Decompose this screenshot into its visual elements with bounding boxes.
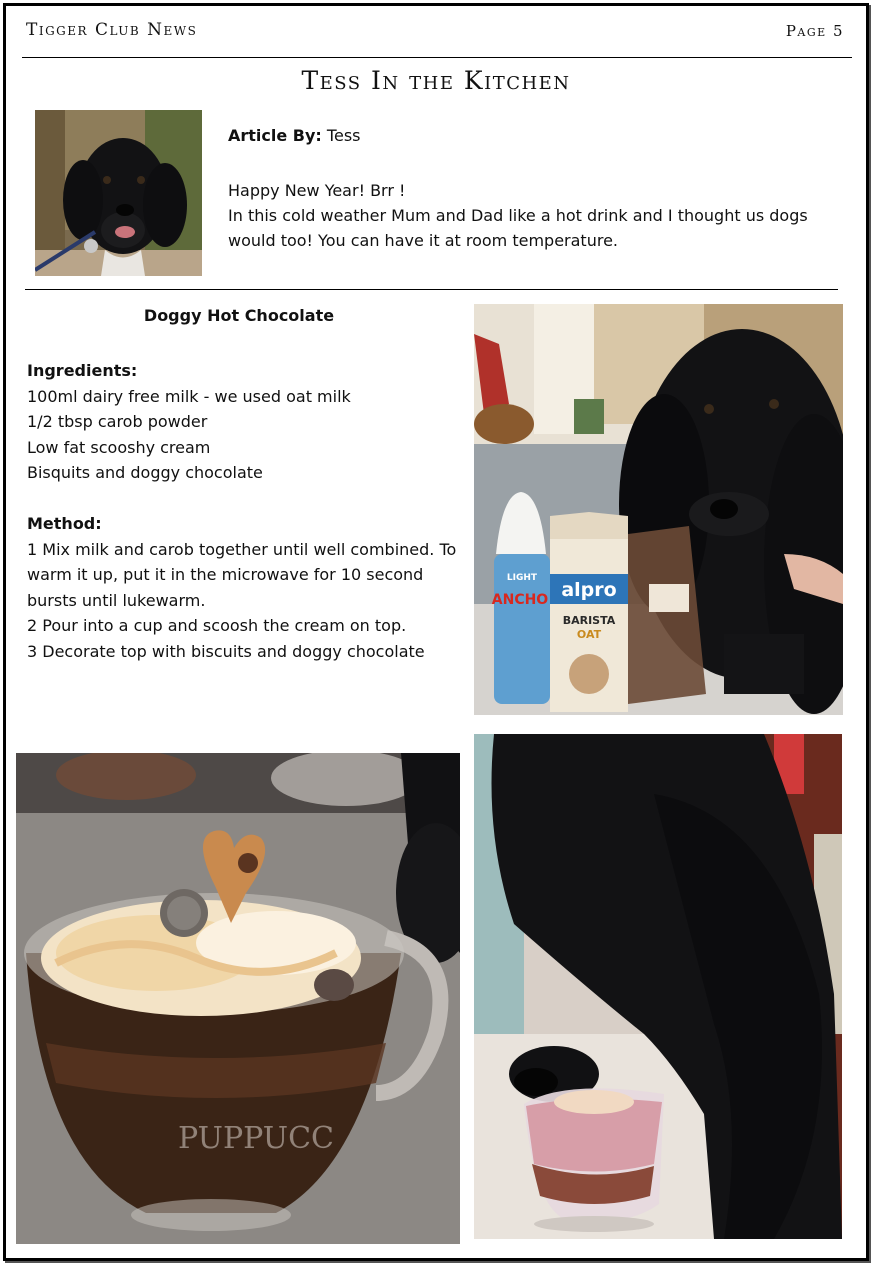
method-step: 1 Mix milk and carob together until well combined. To warm it up, put it in the microwave for 10 second bursts until lukewarm. [27, 539, 457, 610]
byline [228, 126, 361, 145]
ingredient-item: Bisquits and doggy chocolate [27, 463, 263, 482]
page-number: Page 5 [785, 22, 844, 40]
ingredients-heading: Ingredients: [27, 361, 138, 380]
intro-text [228, 178, 828, 253]
carton-brand-text: alpro [561, 579, 617, 601]
method-step: 3 Decorate top with biscuits and doggy chocolate [27, 641, 425, 661]
ingredient-item: 100ml dairy free milk - we used oat milk [27, 386, 351, 406]
article-title: Tess In the Kitchen [301, 66, 571, 95]
newsletter-name: Tigger Club News [26, 20, 198, 40]
ingredient-item: 1/2 tbsp carob powder [27, 412, 208, 431]
byline-author: Tess [326, 126, 361, 145]
ingredients-photo [474, 304, 843, 715]
recipe-title: Doggy Hot Chocolate [143, 306, 335, 325]
section-divider [25, 289, 838, 290]
cup-text: PUPPUCC [178, 1121, 334, 1156]
author-photo [35, 110, 202, 276]
dog-drinking-photo [474, 734, 842, 1239]
recipe-body [27, 358, 457, 664]
intro-line: In this cold weather Mum and Dad like a hot drink and I thought us dogs would too! You can have it at room temperature. [228, 206, 808, 250]
method-step: 2 Pour into a cup and scoosh the cream on top. [27, 616, 407, 635]
method-heading: Method: [27, 514, 102, 533]
can-brand-text: ANCHO [491, 592, 549, 608]
header-divider [22, 57, 852, 58]
byline-label: Article By: [228, 126, 322, 145]
ingredient-item: Low fat scooshy cream [27, 437, 211, 457]
hot-chocolate-photo [16, 753, 460, 1244]
carton-line2-text: OAT [576, 628, 602, 641]
can-light-text: LIGHT [506, 573, 538, 583]
carton-line1-text: BARISTA [562, 614, 616, 627]
intro-line: Happy New Year! Brr ! [228, 181, 406, 200]
